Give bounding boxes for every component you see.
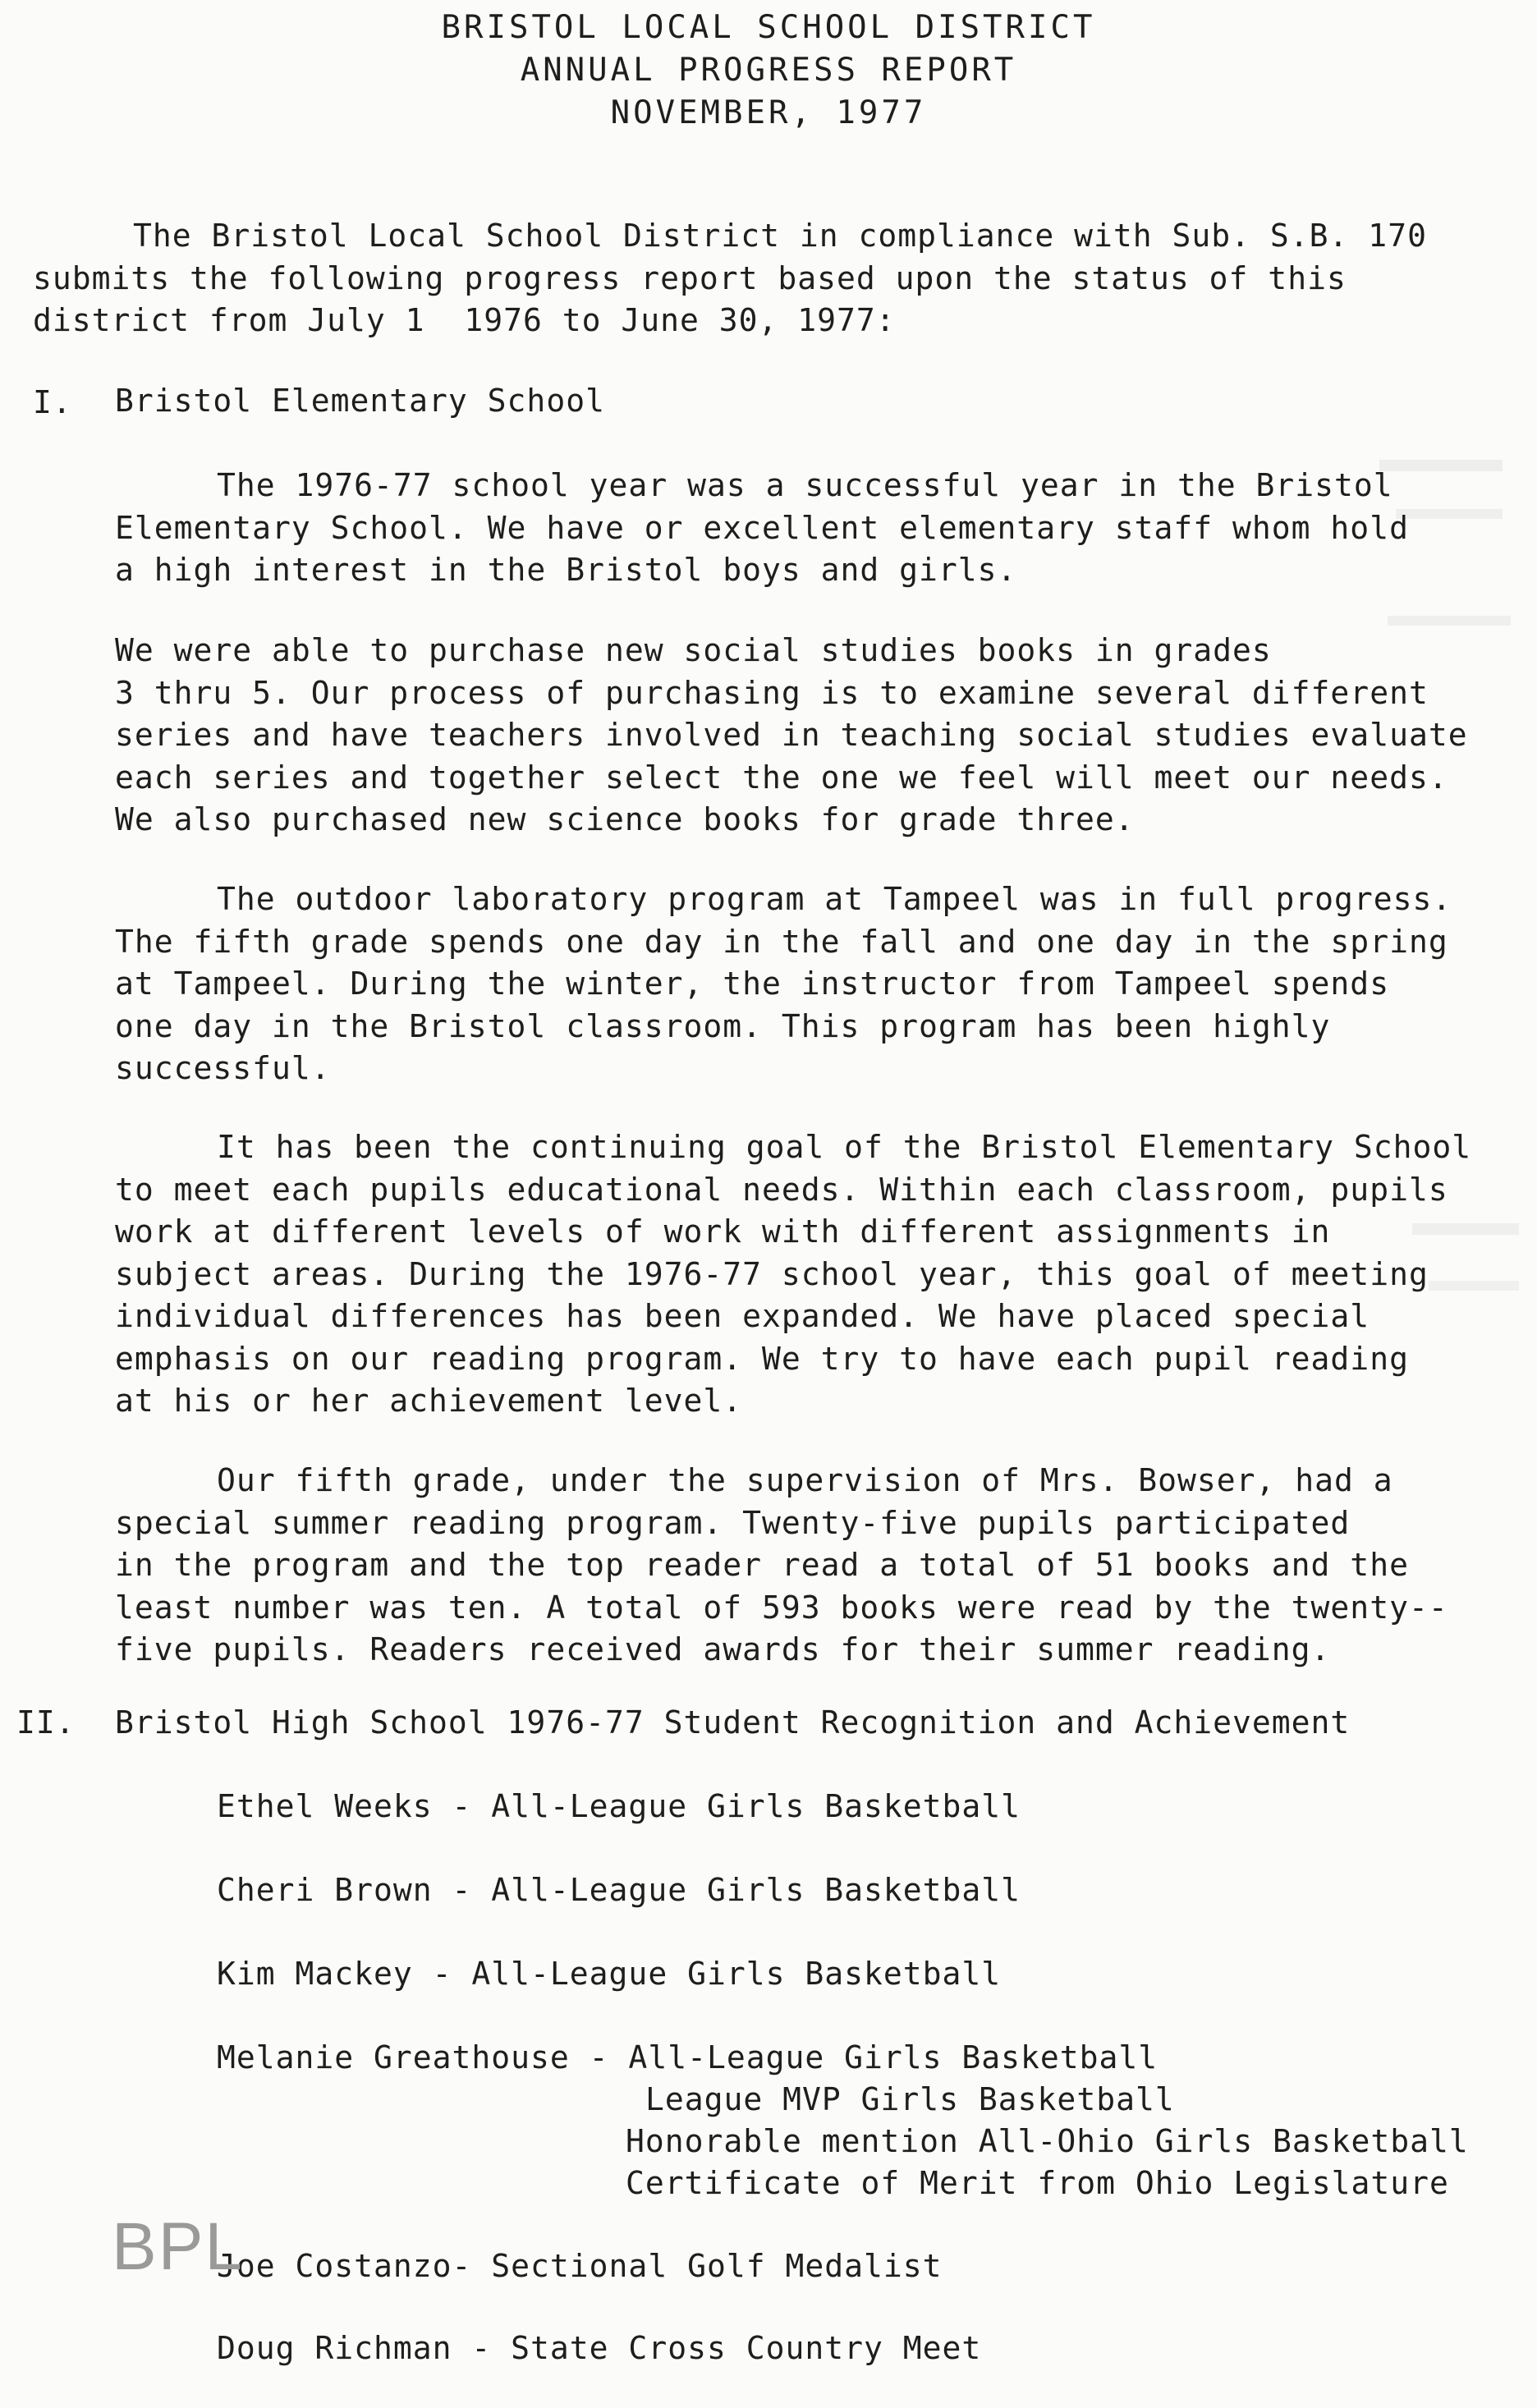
paragraph-line: subject areas. During the 1976-77 school year, this goal of meeting — [115, 1255, 1429, 1292]
paragraph-line: special summer reading program. Twenty-five pupils participated — [115, 1504, 1351, 1541]
award-line: Honorable mention All-Ohio Girls Basketball — [626, 2123, 1469, 2159]
student-entry: Joe Costanzo- Sectional Golf Medalist — [217, 2248, 943, 2284]
intro-line: district from July 1 1976 to June 30, 1977: — [33, 302, 896, 338]
paragraph-line: emphasis on our reading program. We try to have each pupil reading — [115, 1340, 1409, 1377]
paragraph-line: a high interest in the Bristol boys and girls. — [115, 552, 1017, 588]
elementary-paragraph-5 — [115, 1460, 1448, 1672]
paragraph-line: Our fifth grade, under the supervision of Mrs. Bowser, had a — [217, 1462, 1393, 1498]
elementary-paragraph-4 — [115, 1126, 1471, 1423]
student-entry: Ethel Weeks - All-League Girls Basketball — [217, 1788, 1021, 1824]
bpl-watermark: BPL — [112, 2209, 244, 2284]
paragraph-line: successful. — [115, 1050, 331, 1086]
paragraph-line: least number was ten. A total of 593 books were read by the twenty-- — [115, 1589, 1448, 1626]
award-line: League MVP Girls Basketball — [645, 2081, 1175, 2117]
district-title: BRISTOL LOCAL SCHOOL DISTRICT — [441, 9, 1096, 46]
student-entry: Cheri Brown - All-League Girls Basketball — [217, 1872, 1021, 1908]
section-1-numeral: I. — [33, 384, 72, 420]
paragraph-line: one day in the Bristol classroom. This program has been highly — [115, 1007, 1331, 1044]
paragraph-line: work at different levels of work with different assignments in — [115, 1213, 1331, 1250]
report-title: ANNUAL PROGRESS REPORT — [520, 52, 1017, 89]
paragraph-line: We also purchased new science books for grade three. — [115, 801, 1135, 837]
award-line: Certificate of Merit from Ohio Legislature — [626, 2165, 1449, 2201]
section-2-heading: Bristol High School 1976-77 Student Recognition and Achievement — [115, 1704, 1351, 1741]
paragraph-line: The fifth grade spends one day in the fall and one day in the spring — [115, 923, 1448, 960]
student-entry: Melanie Greathouse - All-League Girls Basketball — [217, 2039, 1158, 2075]
paragraph-line: The 1976-77 school year was a successful year in the Bristol — [217, 467, 1393, 503]
paragraph-line: five pupils. Readers received awards for their summer reading. — [115, 1631, 1331, 1667]
elementary-paragraph-1 — [115, 465, 1409, 592]
section-1-heading: Bristol Elementary School — [115, 383, 605, 419]
paragraph-line: series and have teachers involved in teaching social studies evaluate — [115, 717, 1468, 753]
elementary-paragraph-2 — [115, 630, 1468, 842]
section-2-numeral: II. — [16, 1704, 76, 1741]
paragraph-line: Elementary School. We have or excellent elementary staff whom hold — [115, 509, 1409, 546]
paragraph-line: 3 thru 5. Our process of purchasing is to examine several different — [115, 674, 1429, 711]
paragraph-line: to meet each pupils educational needs. Within each classroom, pupils — [115, 1171, 1448, 1208]
paragraph-line: at his or her achievement level. — [115, 1383, 743, 1419]
paragraph-line: individual differences has been expanded. We have placed special — [115, 1298, 1370, 1334]
report-header — [0, 7, 1537, 135]
elementary-paragraph-3 — [115, 878, 1452, 1090]
student-entry: Kim Mackey - All-League Girls Basketball — [217, 1956, 1002, 1992]
report-date: NOVEMBER, 1977 — [610, 94, 927, 131]
paragraph-line: We were able to purchase new social studies books in grades — [115, 632, 1272, 668]
student-entry: Doug Richman - State Cross Country Meet — [217, 2330, 982, 2366]
paragraph-line: each series and together select the one we feel will meet our needs. — [115, 759, 1448, 796]
intro-line: submits the following progress report based upon the status of this — [33, 259, 1347, 296]
paragraph-line: It has been the continuing goal of the Bristol Elementary School — [217, 1129, 1472, 1165]
paragraph-line: in the program and the top reader read a total of 51 books and the — [115, 1547, 1409, 1583]
intro-line: The Bristol Local School District in compliance with Sub. S.B. 170 — [133, 218, 1427, 254]
paragraph-line: The outdoor laboratory program at Tampeel was in full progress. — [217, 881, 1452, 917]
paragraph-line: at Tampeel. During the winter, the instructor from Tampeel spends — [115, 965, 1390, 1002]
intro-paragraph — [33, 215, 1427, 342]
